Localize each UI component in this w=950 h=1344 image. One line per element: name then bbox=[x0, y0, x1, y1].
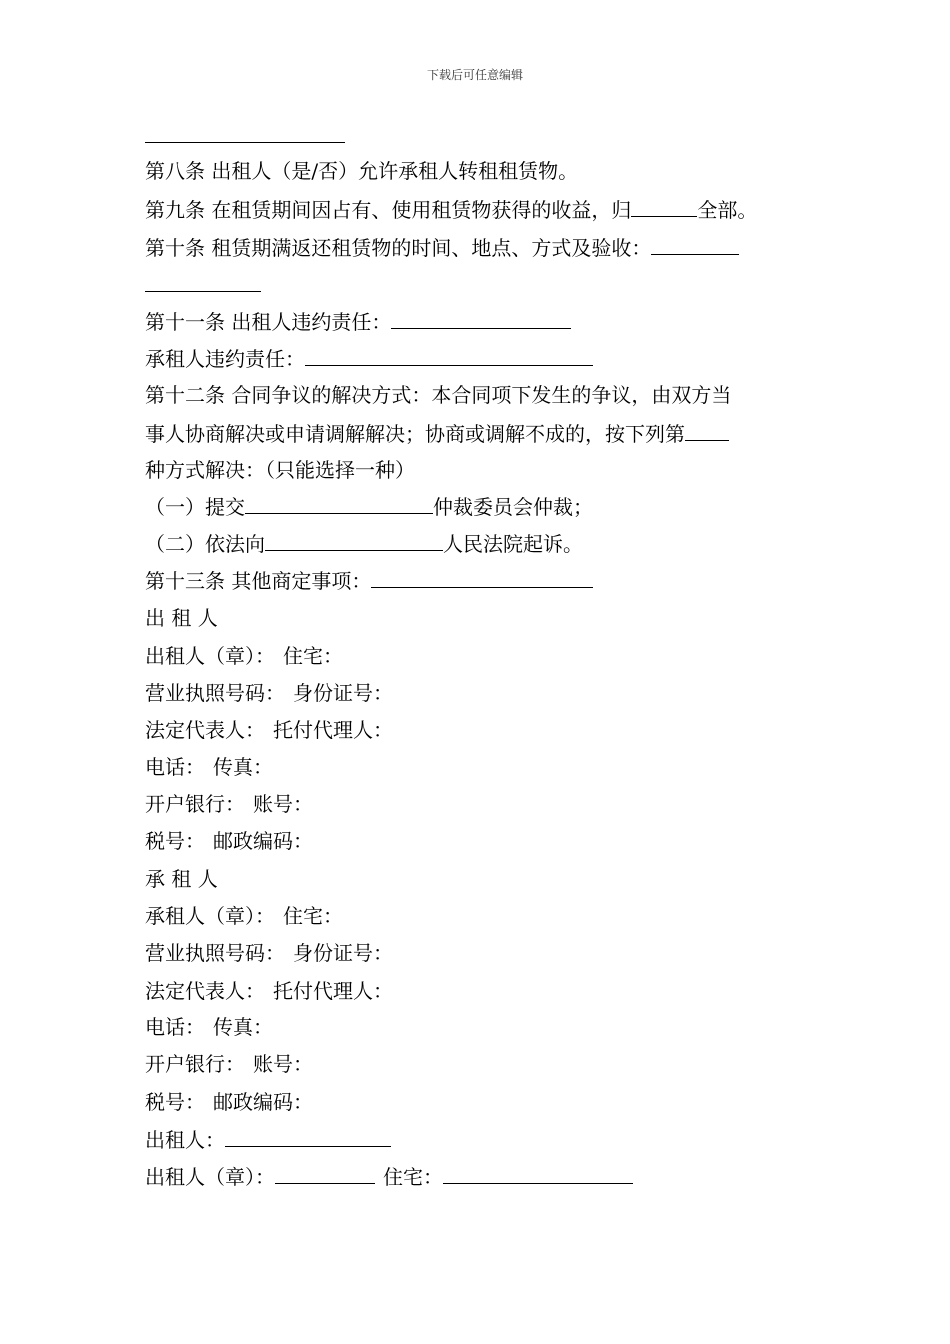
lessor-zip-label: 邮政编码： bbox=[213, 829, 313, 853]
lessee-seal-row bbox=[145, 903, 343, 929]
lessee-title: 承 租 人 bbox=[145, 867, 218, 891]
blank-field[interactable] bbox=[225, 1126, 391, 1147]
lessor-address-label: 住宅： bbox=[283, 644, 343, 668]
blank-field[interactable] bbox=[265, 530, 443, 551]
lessor-account-label: 账号： bbox=[253, 792, 313, 816]
lessor-tel-row bbox=[145, 754, 273, 780]
article-13-text: 第十三条 其他商定事项： bbox=[145, 569, 372, 593]
lessee-tax-row bbox=[145, 1089, 313, 1115]
blank-field[interactable] bbox=[443, 1163, 633, 1184]
lessee-account-label: 账号： bbox=[253, 1052, 313, 1076]
option-2-text: （二）依法向 bbox=[145, 532, 265, 556]
page-header: 下载后可任意编辑 bbox=[426, 68, 523, 82]
lessee-license-row bbox=[145, 940, 393, 966]
lessor-tel-label: 电话： bbox=[145, 755, 205, 779]
article-9-text: 第九条 在租赁期间因占有、使用租赁物获得的收益，归 bbox=[145, 198, 632, 222]
signature-seal-label: 出租人（章）： bbox=[145, 1165, 275, 1189]
lessee-liability-text: 承租人违约责任： bbox=[145, 347, 305, 371]
blank-line bbox=[145, 142, 345, 143]
lessor-agent-label: 托付代理人： bbox=[273, 718, 393, 742]
option-1-end: 仲裁委员会仲裁； bbox=[433, 495, 593, 519]
signature-address-label: 住宅： bbox=[383, 1165, 443, 1189]
lessor-id-label: 身份证号： bbox=[293, 681, 393, 705]
lessor-license-label: 营业执照号码： bbox=[145, 681, 285, 705]
blank-field[interactable] bbox=[305, 345, 593, 366]
signature-lessor-row bbox=[145, 1126, 391, 1153]
lessee-zip-label: 邮政编码： bbox=[213, 1090, 313, 1114]
article-10 bbox=[145, 234, 739, 261]
lessee-agent-label: 托付代理人： bbox=[273, 979, 393, 1003]
lessee-bank-label: 开户银行： bbox=[145, 1052, 245, 1076]
lessee-id-label: 身份证号： bbox=[293, 941, 393, 965]
article-12-text-1: 第十二条 合同争议的解决方式：本合同项下发生的争议，由双方当 bbox=[145, 383, 732, 407]
option-2-end: 人民法院起诉。 bbox=[443, 532, 583, 556]
signature-lessor-label: 出租人： bbox=[145, 1128, 225, 1152]
lessee-rep-row bbox=[145, 978, 393, 1004]
option-1-text: （一）提交 bbox=[145, 495, 245, 519]
lessor-seal-label: 出租人（章）： bbox=[145, 644, 275, 668]
article-9 bbox=[145, 196, 757, 223]
blank-field[interactable] bbox=[371, 567, 593, 588]
lessee-tax-label: 税号： bbox=[145, 1090, 205, 1114]
lessor-license-row bbox=[145, 680, 393, 706]
lessor-fax-label: 传真： bbox=[213, 755, 273, 779]
lessee-rep-label: 法定代表人： bbox=[145, 979, 265, 1003]
blank-line bbox=[145, 291, 261, 292]
lessor-tax-label: 税号： bbox=[145, 829, 205, 853]
article-8-text: 第八条 出租人（是/否）允许承租人转租租赁物。 bbox=[145, 159, 579, 183]
article-10-text: 第十条 租赁期满返还租赁物的时间、地点、方式及验收： bbox=[145, 236, 652, 260]
lessor-bank-label: 开户银行： bbox=[145, 792, 245, 816]
option-1 bbox=[145, 493, 593, 520]
article-12-line-2 bbox=[145, 420, 729, 447]
lessee-tel-row bbox=[145, 1014, 273, 1040]
lessee-address-label: 住宅： bbox=[283, 904, 343, 928]
article-9-end: 全部。 bbox=[697, 198, 758, 222]
lessor-rep-label: 法定代表人： bbox=[145, 718, 265, 742]
lessor-bank-row bbox=[145, 791, 313, 817]
blank-field[interactable] bbox=[685, 420, 729, 441]
article-11-text: 第十一条 出租人违约责任： bbox=[145, 310, 392, 334]
blank-field[interactable] bbox=[651, 234, 739, 255]
blank-field[interactable] bbox=[631, 196, 697, 217]
lessee-license-label: 营业执照号码： bbox=[145, 941, 285, 965]
blank-field[interactable] bbox=[245, 493, 433, 514]
article-12-text-3: 种方式解决：（只能选择一种） bbox=[145, 458, 415, 482]
article-12-line-1 bbox=[145, 382, 731, 408]
signature-seal-row bbox=[145, 1163, 633, 1190]
lessee-tel-label: 电话： bbox=[145, 1015, 205, 1039]
article-12-line-3 bbox=[145, 457, 415, 483]
article-12-text-2: 事人协商解决或申请调解解决；协商或调解不成的，按下列第 bbox=[145, 422, 685, 446]
blank-field[interactable] bbox=[391, 308, 571, 329]
lessor-tax-row bbox=[145, 828, 313, 854]
article-8 bbox=[145, 158, 578, 184]
article-11 bbox=[145, 308, 571, 335]
lessor-title: 出 租 人 bbox=[145, 606, 218, 630]
option-2 bbox=[145, 530, 583, 557]
article-13 bbox=[145, 567, 593, 594]
lessee-bank-row bbox=[145, 1051, 313, 1077]
blank-field[interactable] bbox=[275, 1163, 375, 1184]
lessor-seal-row bbox=[145, 643, 343, 669]
lessee-liability bbox=[145, 345, 593, 372]
lessee-fax-label: 传真： bbox=[213, 1015, 273, 1039]
lessee-seal-label: 承租人（章）： bbox=[145, 904, 275, 928]
lessor-rep-row bbox=[145, 717, 393, 743]
